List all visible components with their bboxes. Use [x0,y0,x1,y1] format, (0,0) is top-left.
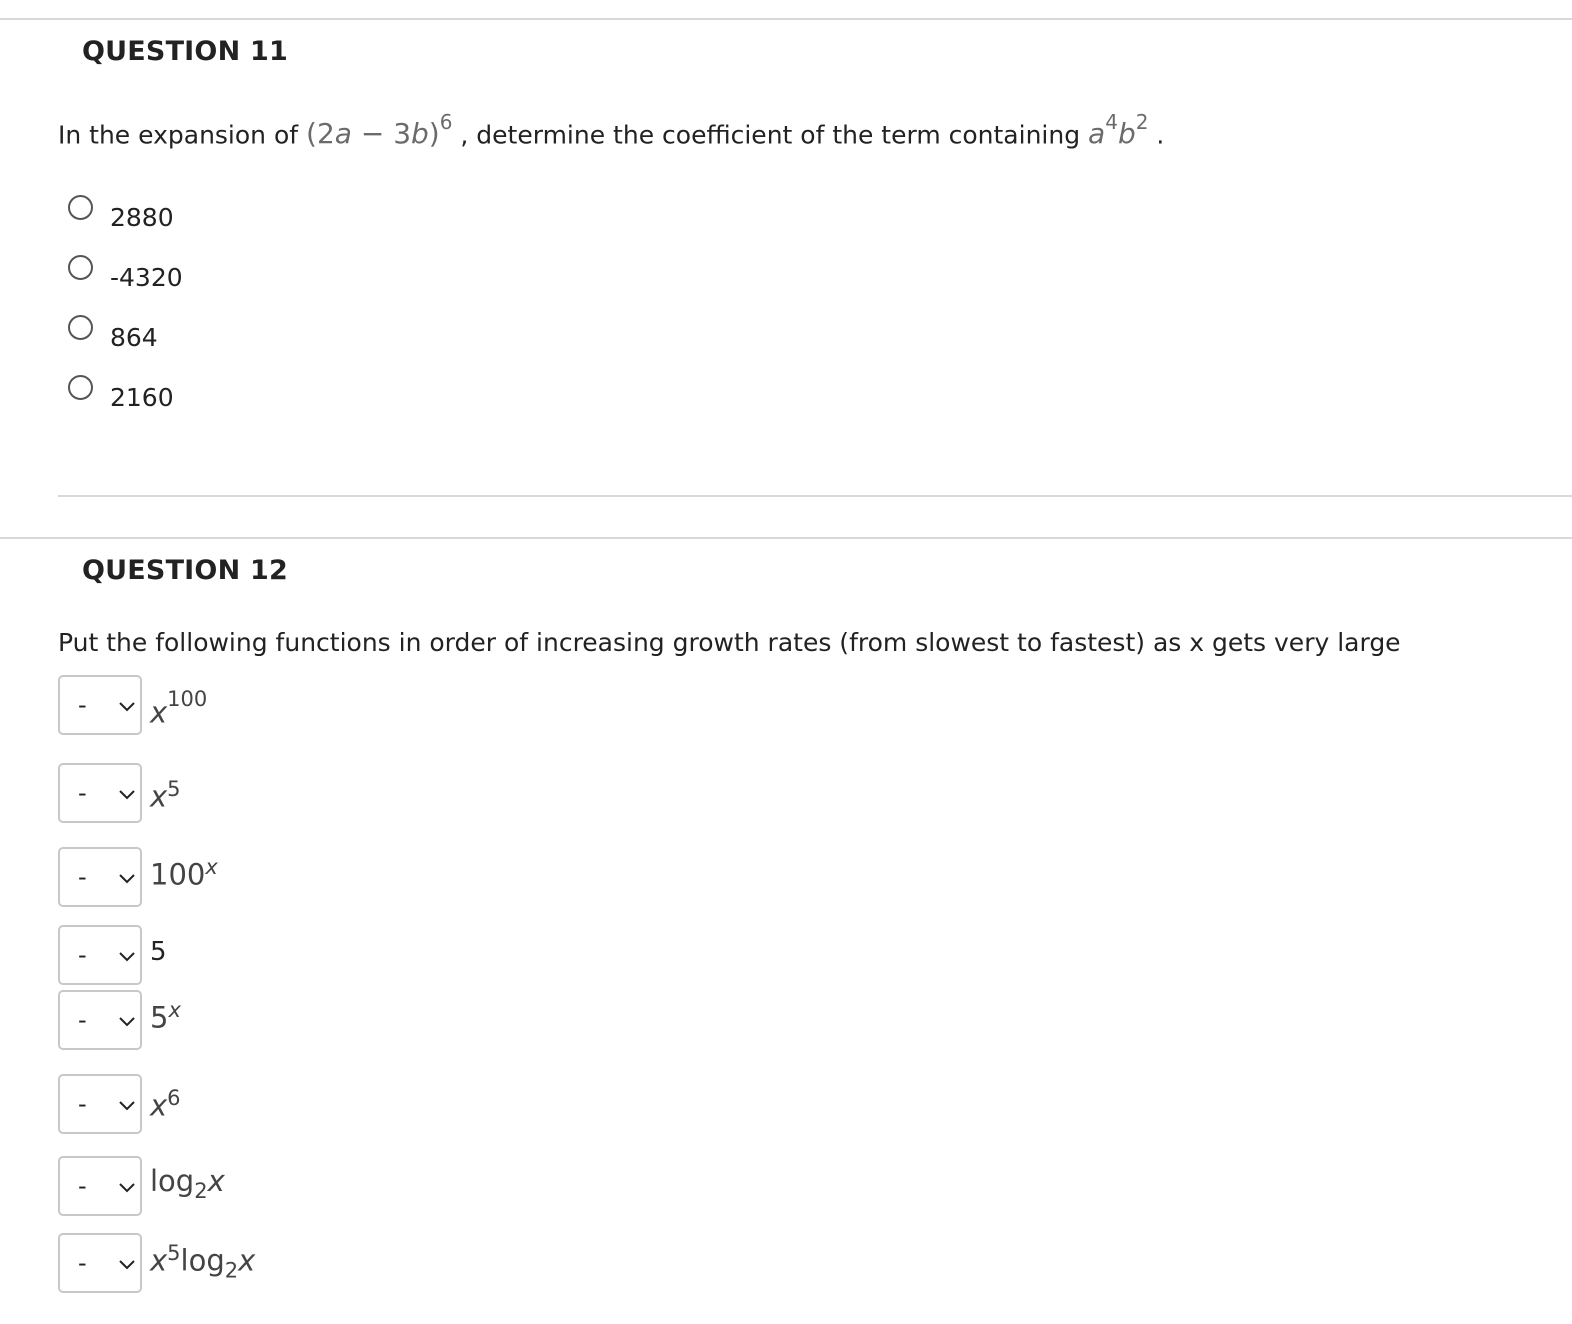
prompt-middle: , determine the coefficient of the term containing [452,120,1089,150]
function-expression: $\log_2x$ [150,1164,225,1203]
ordering-row-6 [58,1074,658,1136]
chevron-down-icon [118,873,136,885]
rank-select[interactable] [58,1233,142,1293]
function-expression: 100$^x$ [150,855,218,892]
rank-select[interactable] [58,763,142,823]
option-label: 864 [110,323,158,352]
ordering-row-7 [58,1156,658,1218]
prompt-before: In the expansion of [58,120,307,150]
chevron-down-icon [118,1016,136,1028]
ordering-row-4 [58,925,658,987]
ordering-row-2 [58,763,658,825]
answer-option-1[interactable] [68,195,368,231]
chevron-down-icon [118,951,136,963]
radio-button[interactable] [68,315,93,340]
chevron-down-icon [118,789,136,801]
rank-select[interactable] [58,925,142,985]
ordering-row-8 [58,1233,658,1295]
select-value: - [78,941,87,969]
function-expression: $x^5$ [150,777,181,814]
radio-button[interactable] [68,195,93,220]
select-value: - [78,1172,87,1200]
chevron-down-icon [118,1182,136,1194]
chevron-down-icon [118,1259,136,1271]
select-value: - [78,1090,87,1118]
option-label: 2880 [110,203,174,232]
answer-option-2[interactable] [68,255,368,291]
ordering-row-5 [58,990,658,1052]
ordering-row-1 [58,675,658,737]
binomial-expression: $(2a - 3b)^6$ [306,110,453,151]
function-expression: $x^6$ [150,1086,181,1123]
select-value: - [78,863,87,891]
function-expression: 5$^x$ [150,998,181,1035]
radio-button[interactable] [68,375,93,400]
chevron-down-icon [118,1100,136,1112]
option-label: -4320 [110,263,183,292]
answer-option-4[interactable] [68,375,368,411]
chevron-down-icon [118,701,136,713]
rank-select[interactable] [58,847,142,907]
ordering-row-3 [58,847,658,909]
select-value: - [78,1006,87,1034]
question-11-bottom-divider [58,495,1572,497]
prompt-end: . [1148,120,1165,150]
select-value: - [78,779,87,807]
question-11-prompt [58,110,1165,151]
answer-option-3[interactable] [68,315,368,351]
top-divider [0,18,1572,20]
rank-select[interactable] [58,990,142,1050]
option-label: 2160 [110,383,174,412]
function-expression: $x^5\log_2x$ [150,1241,256,1283]
question-separator [0,537,1572,539]
function-expression: $x^{100}$ [150,687,208,730]
rank-select[interactable] [58,1156,142,1216]
select-value: - [78,691,87,719]
question-12-prompt: Put the following functions in order of increasing growth rates (from slowest to fastest) as x gets very large [58,628,1401,657]
target-term: $a^4b^2$ [1088,110,1149,151]
question-11-title: QUESTION 11 [82,36,288,67]
rank-select[interactable] [58,1074,142,1134]
function-expression: 5 [150,937,167,967]
rank-select[interactable] [58,675,142,735]
radio-button[interactable] [68,255,93,280]
select-value: - [78,1249,87,1277]
question-12-title: QUESTION 12 [82,555,288,586]
